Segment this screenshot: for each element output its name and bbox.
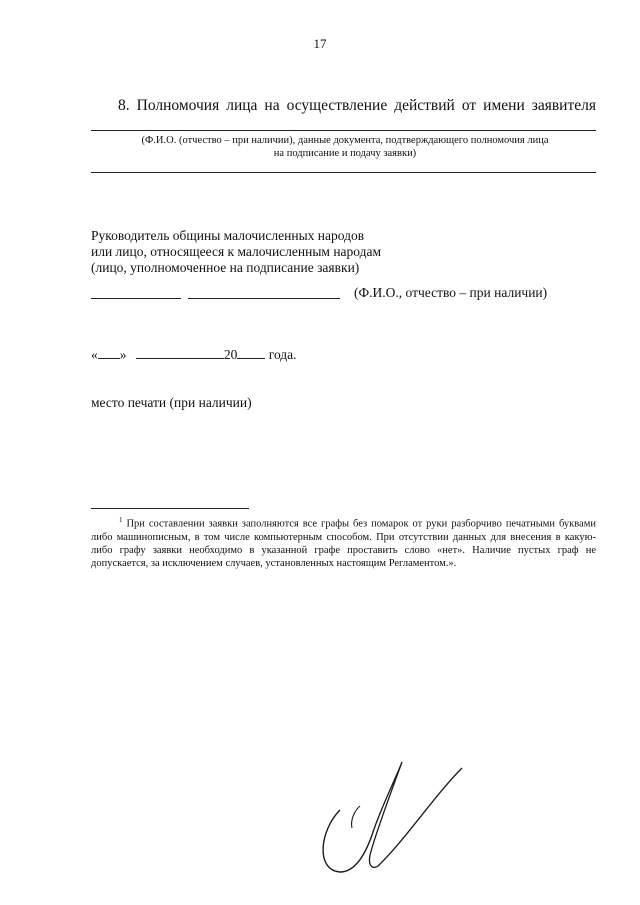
year-suffix: года. bbox=[268, 347, 297, 362]
handwritten-signature bbox=[310, 750, 480, 880]
footnote-separator bbox=[91, 508, 249, 509]
signature-line bbox=[91, 298, 181, 299]
date-close-quote: » bbox=[119, 347, 127, 362]
date-open-quote: « bbox=[91, 347, 98, 362]
signatory-line-3: (лицо, уполномоченное на подписание заявки) bbox=[91, 260, 360, 275]
month-blank bbox=[136, 346, 224, 359]
footnote-marker: 1 bbox=[119, 516, 123, 524]
caption-line-2: на подписание и подачу заявки) bbox=[273, 148, 417, 159]
day-blank bbox=[98, 346, 120, 359]
authority-caption bbox=[130, 134, 560, 160]
signatory-line-2: или лицо, относящееся к малочисленным народам bbox=[91, 244, 382, 259]
date-row bbox=[91, 346, 297, 363]
footnote bbox=[91, 514, 596, 570]
input-line-authority-2 bbox=[91, 172, 596, 173]
signatory-line-1: Руководитель общины малочисленных народов bbox=[91, 228, 365, 243]
caption-line-1: (Ф.И.О. (отчество – при наличии), данные документа, подтверждающего полномочия лица bbox=[141, 135, 549, 146]
year-prefix: 20 bbox=[223, 347, 238, 362]
page-number: 17 bbox=[313, 36, 327, 51]
input-line-authority bbox=[91, 130, 596, 131]
stamp-label: место печати (при наличии) bbox=[91, 395, 252, 410]
year-blank bbox=[237, 346, 265, 359]
fio-line bbox=[188, 298, 340, 299]
section-heading: 8. Полномочия лица на осуществление действий от имени заявителя bbox=[118, 97, 596, 114]
footnote-text: При составлении заявки заполняются все графы без помарок от руки разборчиво печатными буквами либо машинописным, в том числе компьютерным способом. При отсутствии данных для внесения в какую-либо графу заявки необходимо в указанной графе проставить слово «нет». Наличие пустых граф не допускается, за исключением случаев, установленных настоящим Регламентом.». bbox=[91, 518, 597, 569]
signatory-block bbox=[91, 228, 381, 276]
fio-label: (Ф.И.О., отчество – при наличии) bbox=[354, 285, 548, 300]
